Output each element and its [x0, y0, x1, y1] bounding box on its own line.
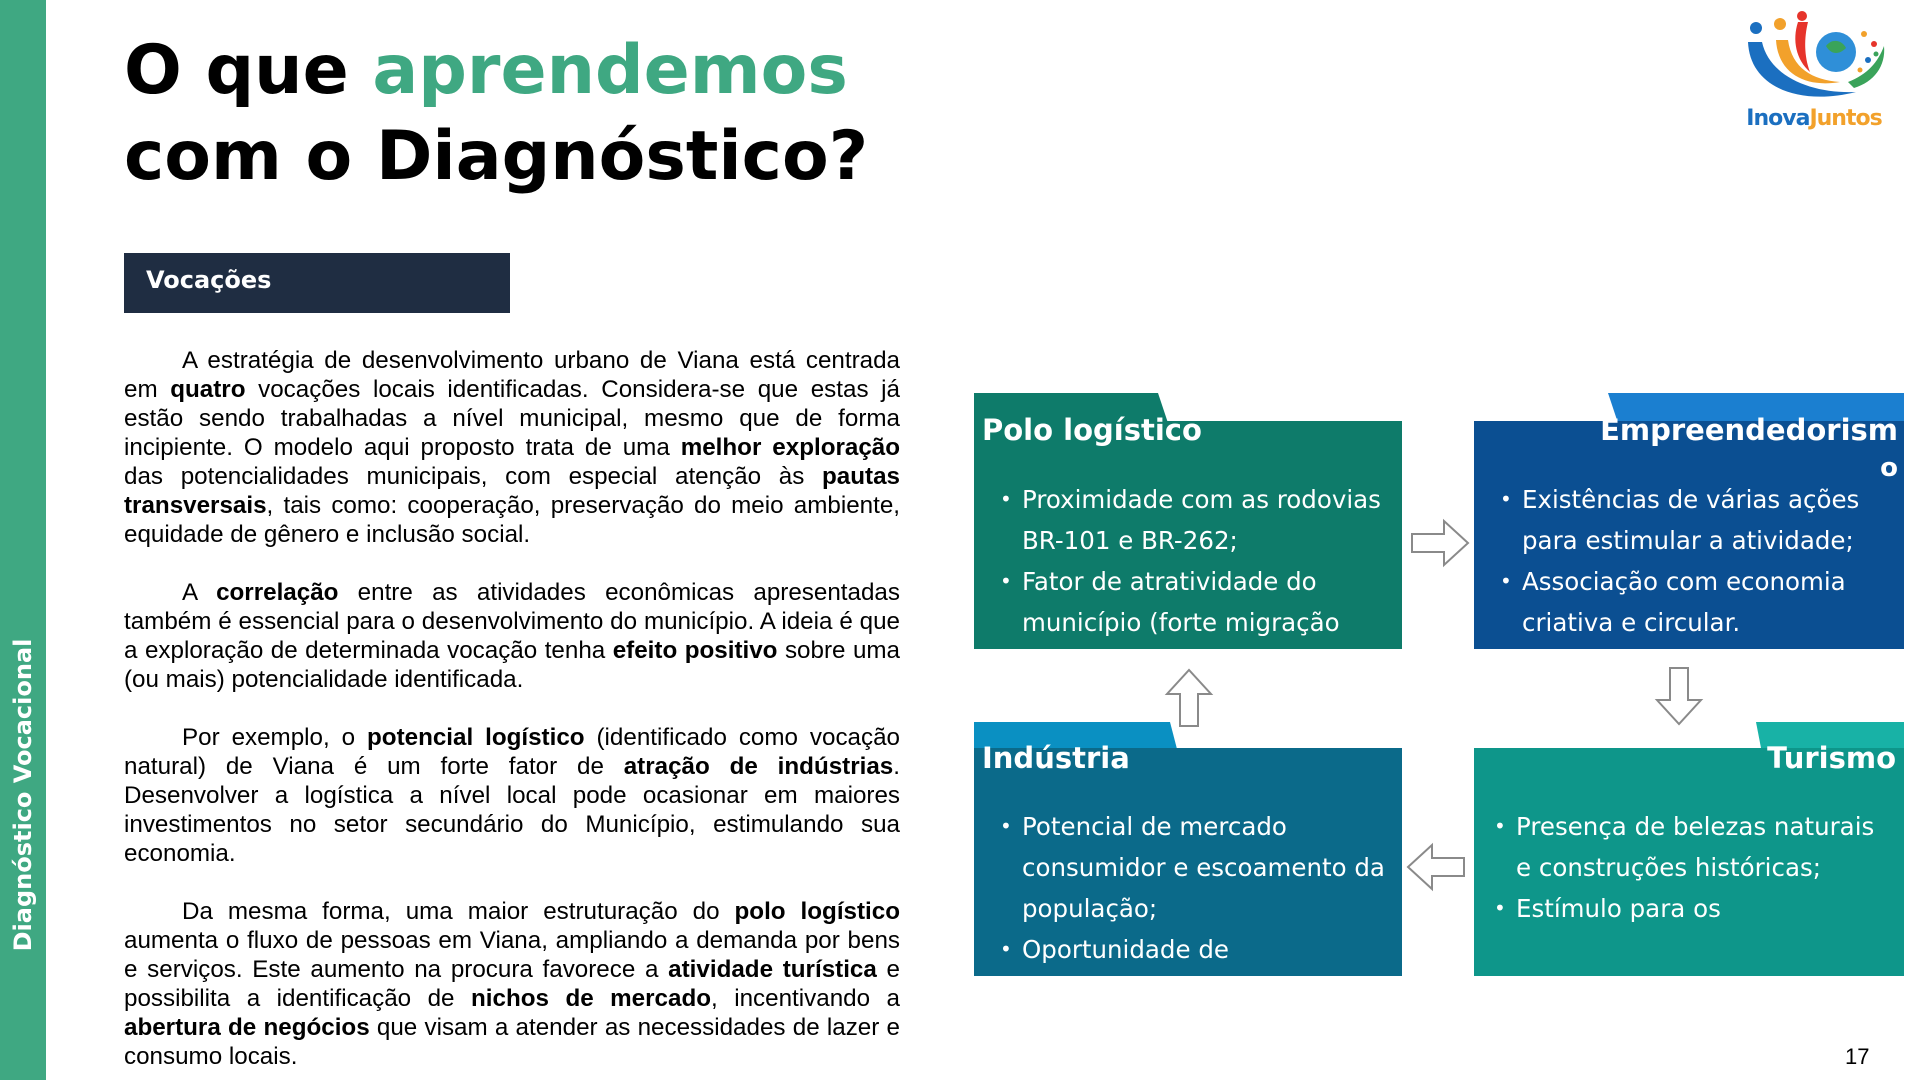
body-text — [124, 346, 900, 1071]
bold-text: pautas transversais — [124, 463, 900, 519]
list-item: • Fator de atratividade do município (forte migração para — [1000, 561, 1392, 684]
section-label: Vocações — [146, 266, 272, 294]
list-item: • Associação com economia criativa e circular. — [1500, 561, 1894, 643]
paragraph — [124, 723, 900, 868]
list-item: • Estímulo para os — [1494, 888, 1894, 929]
logo-emblem-icon — [1736, 10, 1892, 110]
text-run: , incentivando a — [711, 985, 900, 1012]
list-item: • Oportunidade de — [1000, 929, 1392, 970]
bold-text: atração de indústrias — [623, 753, 894, 780]
arrow-up-icon — [1164, 666, 1214, 728]
list-item: • Presença de belezas naturais e construções históricas; — [1494, 806, 1894, 888]
bold-text: atividade turística — [668, 956, 877, 983]
text-run: que visam a atender as necessidades de lazer e consumo locais. — [124, 1014, 900, 1070]
logo-wordmark: InovaJuntos — [1746, 106, 1882, 131]
text-run: A estratégia de desenvolvimento urbano de Viana está centrada em — [124, 347, 900, 403]
page-number: 17 — [1845, 1044, 1870, 1069]
bold-text: potencial logístico — [367, 724, 585, 751]
inovajuntos-logo — [1736, 10, 1892, 140]
text-run: . Desenvolver a logística a nível local pode ocasionar em maiores investimentos no setor secundário do Município, estimulando sua economia. — [124, 753, 900, 867]
card-title-overflow: o — [1880, 453, 1898, 483]
card-polo-logistico — [974, 393, 1402, 678]
text-run: vocações locais identificadas. Considera-se que estas já estão sendo trabalhadas a nível municipal, mesmo que de forma incipiente. O modelo aqui proposto trata de uma — [124, 376, 900, 461]
text-run: aumenta o fluxo de pessoas em Viana, ampliando a demanda por bens e serviços. Este aumento na procura favorece a — [124, 927, 900, 983]
card-bullets — [1000, 806, 1392, 970]
text-run: (identificado como vocação natural) de Viana é um forte fator de — [124, 724, 900, 780]
paragraph — [124, 346, 900, 549]
title-prefix: O que — [124, 31, 373, 110]
arrow-left-icon — [1404, 842, 1466, 892]
bold-text: efeito positivo — [612, 637, 778, 664]
card-title: Turismo — [1767, 741, 1896, 775]
card-bullets — [1500, 479, 1894, 643]
page-title — [124, 28, 868, 200]
card-bullets — [1494, 806, 1894, 929]
sidebar-band — [0, 0, 46, 1080]
bold-text: quatro — [170, 376, 246, 403]
text-run: A — [182, 579, 217, 606]
bold-text: nichos de mercado — [471, 985, 712, 1012]
card-bullets — [1000, 479, 1392, 684]
bold-text: abertura de negócios — [124, 1014, 370, 1041]
list-item: • Potencial de mercado consumidor e escoamento da população; — [1000, 806, 1392, 929]
card-empreendedorismo — [1474, 393, 1904, 649]
card-turismo — [1474, 722, 1904, 976]
bold-text: melhor exploração — [680, 434, 901, 461]
text-run: Por exemplo, o — [182, 724, 368, 751]
bold-text: polo logístico — [734, 898, 900, 925]
text-run: Da mesma forma, uma maior estruturação do — [182, 898, 735, 925]
card-title: Indústria — [982, 741, 1130, 775]
text-run: entre as atividades econômicas apresentadas também é essencial para o desenvolvimento do município. A ideia é que a exploração de determinada vocação tenha — [124, 579, 900, 664]
section-header — [124, 253, 510, 313]
list-item: • Proximidade com as rodovias BR-101 e BR-262; — [1000, 479, 1392, 561]
paragraph — [124, 578, 900, 694]
card-industria — [974, 722, 1402, 976]
bold-text: correlação — [216, 579, 339, 606]
text-run: e possibilita a identificação de — [124, 956, 900, 1012]
sidebar-label: Diagnóstico Vocacional — [9, 638, 37, 952]
card-title: Polo logístico — [982, 413, 1202, 447]
card-title: Empreendedorism — [1600, 413, 1898, 447]
title-accent: aprendemos — [372, 31, 848, 110]
text-run: sobre uma (ou mais) potencialidade identificada. — [124, 637, 900, 693]
arrow-right-icon — [1410, 518, 1472, 568]
title-line2: com o Diagnóstico? — [124, 117, 869, 196]
text-run: das potencialidades municipais, com especial atenção às — [124, 463, 823, 490]
text-run: , tais como: cooperação, preservação do meio ambiente, equidade de gênero e inclusão social. — [124, 492, 900, 548]
arrow-down-icon — [1654, 666, 1704, 728]
paragraph — [124, 897, 900, 1071]
list-item: • Existências de várias ações para estimular a atividade; — [1500, 479, 1894, 561]
